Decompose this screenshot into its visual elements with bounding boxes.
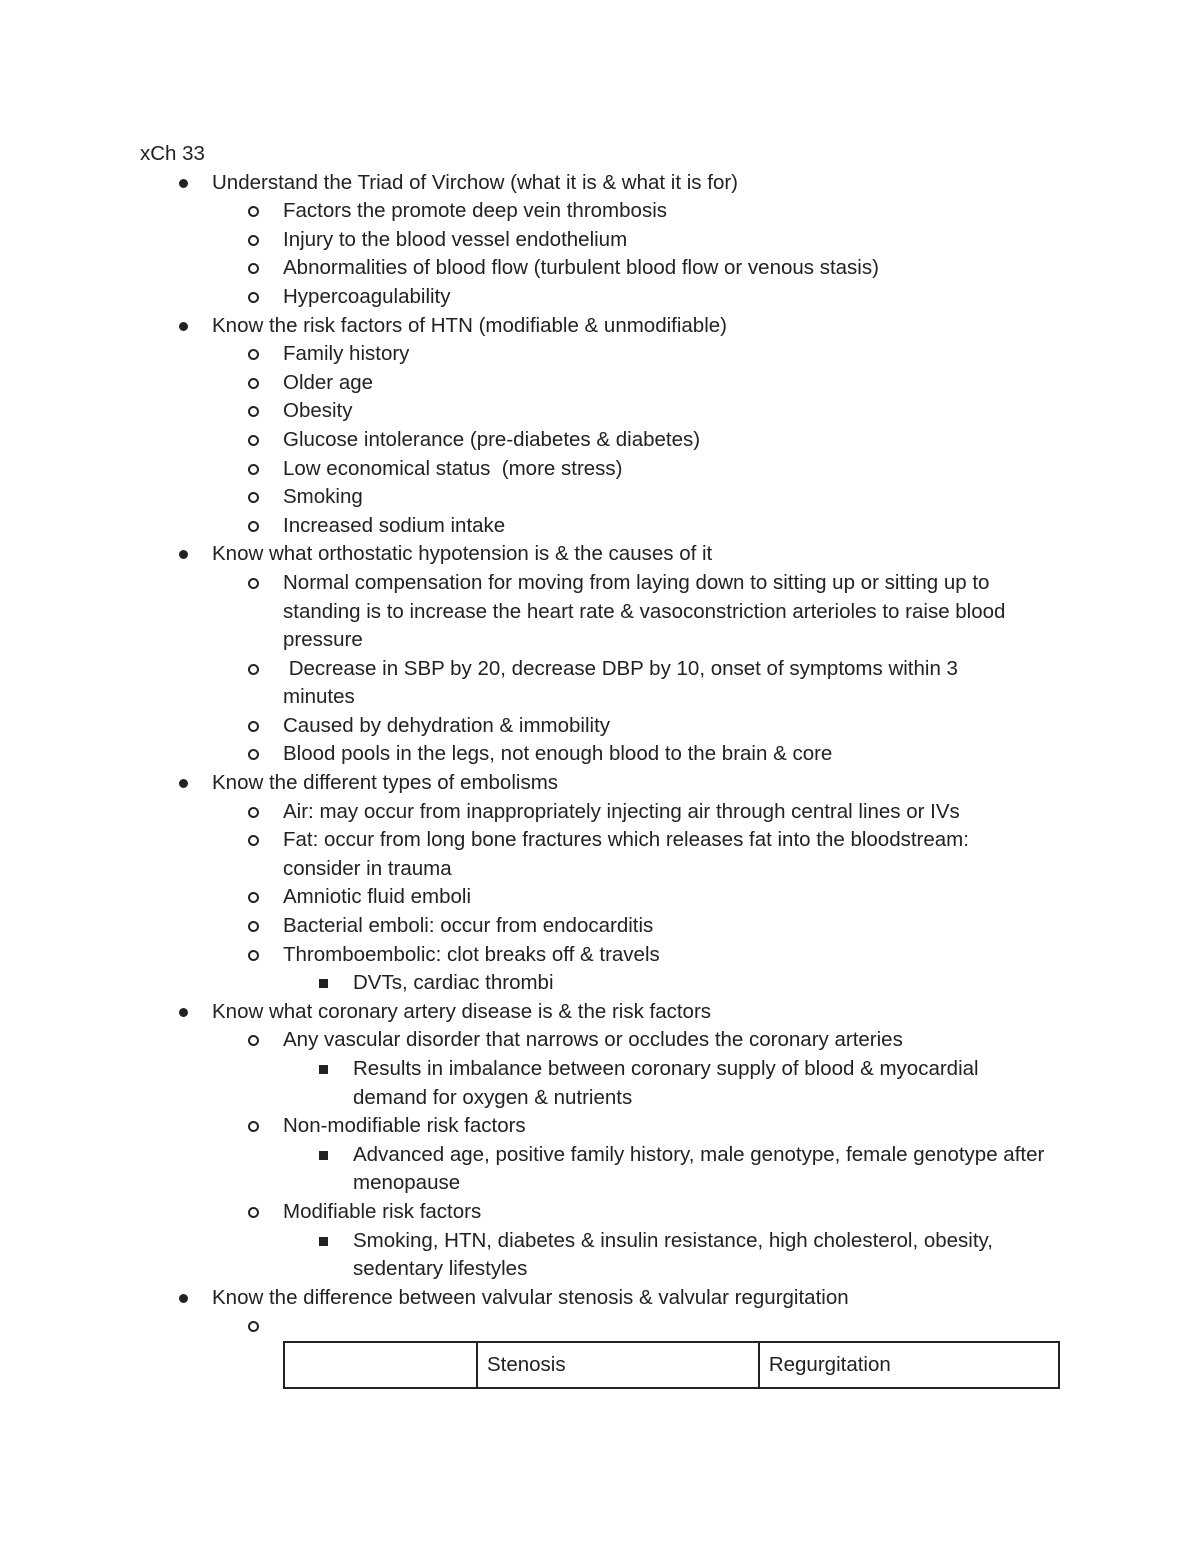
detail-item: Results in imbalance between coronary supply of blood & myocardial demand for oxygen & nutrients <box>140 1055 1070 1112</box>
bullet-disc-icon <box>179 1008 188 1017</box>
page-title: xCh 33 <box>140 142 205 165</box>
bullet-circle-icon <box>248 1121 259 1132</box>
bullet-circle-icon <box>248 578 259 589</box>
topic-item <box>140 312 1070 341</box>
bullet-circle-icon <box>248 749 259 760</box>
bullet-circle-icon <box>248 950 259 961</box>
table-cell <box>284 1342 477 1388</box>
bullet-circle-icon <box>248 521 259 532</box>
document-content <box>140 140 1070 1389</box>
subtopic-group <box>140 969 1070 998</box>
table-cell: Stenosis <box>477 1342 759 1388</box>
subtopic-group <box>140 1026 1070 1283</box>
subtopic-group <box>140 1312 1070 1389</box>
bullet-circle-icon <box>248 807 259 818</box>
subtopic-item: Any vascular disorder that narrows or occludes the coronary arteries <box>140 1026 1070 1055</box>
bullet-square-icon <box>319 979 328 988</box>
bullet-disc-icon <box>179 322 188 331</box>
subtopic-item-empty <box>140 1312 1070 1341</box>
topic-list <box>140 169 1070 1389</box>
bullet-circle-icon <box>248 835 259 846</box>
subtopic-item: Glucose intolerance (pre-diabetes & diabetes) <box>140 426 1070 455</box>
table-header-row <box>284 1342 1059 1388</box>
bullet-circle-icon <box>248 1321 259 1332</box>
bullet-circle-icon <box>248 435 259 446</box>
subtopic-item: Fat: occur from long bone fractures which releases fat into the bloodstream: consider in trauma <box>140 826 1070 883</box>
detail-item: Smoking, HTN, diabetes & insulin resistance, high cholesterol, obesity, sedentary lifestyles <box>140 1227 1070 1284</box>
bullet-square-icon <box>319 1151 328 1160</box>
subtopic-item: Factors the promote deep vein thrombosis <box>140 197 1070 226</box>
table-cell: Regurgitation <box>759 1342 1059 1388</box>
subtopic-item: Non-modifiable risk factors <box>140 1112 1070 1141</box>
topic-heading: Know the difference between valvular stenosis & valvular regurgitation <box>212 1285 849 1309</box>
topic-heading: Understand the Triad of Virchow (what it is & what it is for) <box>212 170 739 194</box>
subtopic-item: Modifiable risk factors <box>140 1198 1070 1227</box>
topic-item <box>140 1284 1070 1313</box>
subtopic-item: Increased sodium intake <box>140 512 1070 541</box>
bullet-circle-icon <box>248 1207 259 1218</box>
subtopic-item: Thromboembolic: clot breaks off & travels <box>140 941 1070 970</box>
subtopic-item: Normal compensation for moving from laying down to sitting up or sitting up to standing is to increase the heart rate & vasoconstriction arterioles to raise blood pressure <box>140 569 1070 655</box>
bullet-circle-icon <box>248 1035 259 1046</box>
topic-item <box>140 540 1070 569</box>
subtopic-item: Abnormalities of blood flow (turbulent blood flow or venous stasis) <box>140 254 1070 283</box>
bullet-disc-icon <box>179 179 188 188</box>
bullet-circle-icon <box>248 378 259 389</box>
topic-item <box>140 769 1070 798</box>
bullet-circle-icon <box>248 235 259 246</box>
topic-item <box>140 169 1070 198</box>
bullet-circle-icon <box>248 892 259 903</box>
subtopic-item: Hypercoagulability <box>140 283 1070 312</box>
bullet-circle-icon <box>248 349 259 360</box>
subtopic-group <box>140 1227 1070 1284</box>
bullet-disc-icon <box>179 779 188 788</box>
bullet-disc-icon <box>179 550 188 559</box>
bullet-square-icon <box>319 1065 328 1074</box>
detail-item: Advanced age, positive family history, male genotype, female genotype after menopause <box>140 1141 1070 1198</box>
comparison-table <box>283 1341 1060 1389</box>
topic-heading: Know what coronary artery disease is & the risk factors <box>212 999 712 1023</box>
subtopic-group <box>140 569 1070 769</box>
bullet-circle-icon <box>248 464 259 475</box>
subtopic-item: Injury to the blood vessel endothelium <box>140 226 1070 255</box>
bullet-circle-icon <box>248 206 259 217</box>
subtopic-item: Bacterial emboli: occur from endocarditis <box>140 912 1070 941</box>
topic-heading: Know the risk factors of HTN (modifiable & unmodifiable) <box>212 313 727 337</box>
subtopic-item: Amniotic fluid emboli <box>140 883 1070 912</box>
subtopic-item: Obesity <box>140 397 1070 426</box>
subtopic-item: Smoking <box>140 483 1070 512</box>
bullet-circle-icon <box>248 492 259 503</box>
topic-heading: Know the different types of embolisms <box>212 771 559 795</box>
subtopic-group <box>140 197 1070 311</box>
subtopic-group <box>140 798 1070 998</box>
bullet-circle-icon <box>248 921 259 932</box>
detail-item: DVTs, cardiac thrombi <box>140 969 1070 998</box>
bullet-square-icon <box>319 1237 328 1246</box>
subtopic-item: Low economical status (more stress) <box>140 455 1070 484</box>
subtopic-group <box>140 1141 1070 1198</box>
bullet-circle-icon <box>248 406 259 417</box>
bullet-circle-icon <box>248 721 259 732</box>
subtopic-item: Air: may occur from inappropriately injecting air through central lines or IVs <box>140 798 1070 827</box>
topic-heading: Know what orthostatic hypotension is & the causes of it <box>212 542 713 566</box>
bullet-circle-icon <box>248 292 259 303</box>
bullet-disc-icon <box>179 1294 188 1303</box>
topic-item <box>140 998 1070 1027</box>
subtopic-group <box>140 1055 1070 1112</box>
subtopic-item: Older age <box>140 369 1070 398</box>
subtopic-item: Decrease in SBP by 20, decrease DBP by 10, onset of symptoms within 3 minutes <box>140 655 1070 712</box>
subtopic-group <box>140 340 1070 540</box>
subtopic-item: Family history <box>140 340 1070 369</box>
bullet-circle-icon <box>248 664 259 675</box>
subtopic-item: Caused by dehydration & immobility <box>140 712 1070 741</box>
bullet-circle-icon <box>248 263 259 274</box>
subtopic-item: Blood pools in the legs, not enough blood to the brain & core <box>140 740 1070 769</box>
